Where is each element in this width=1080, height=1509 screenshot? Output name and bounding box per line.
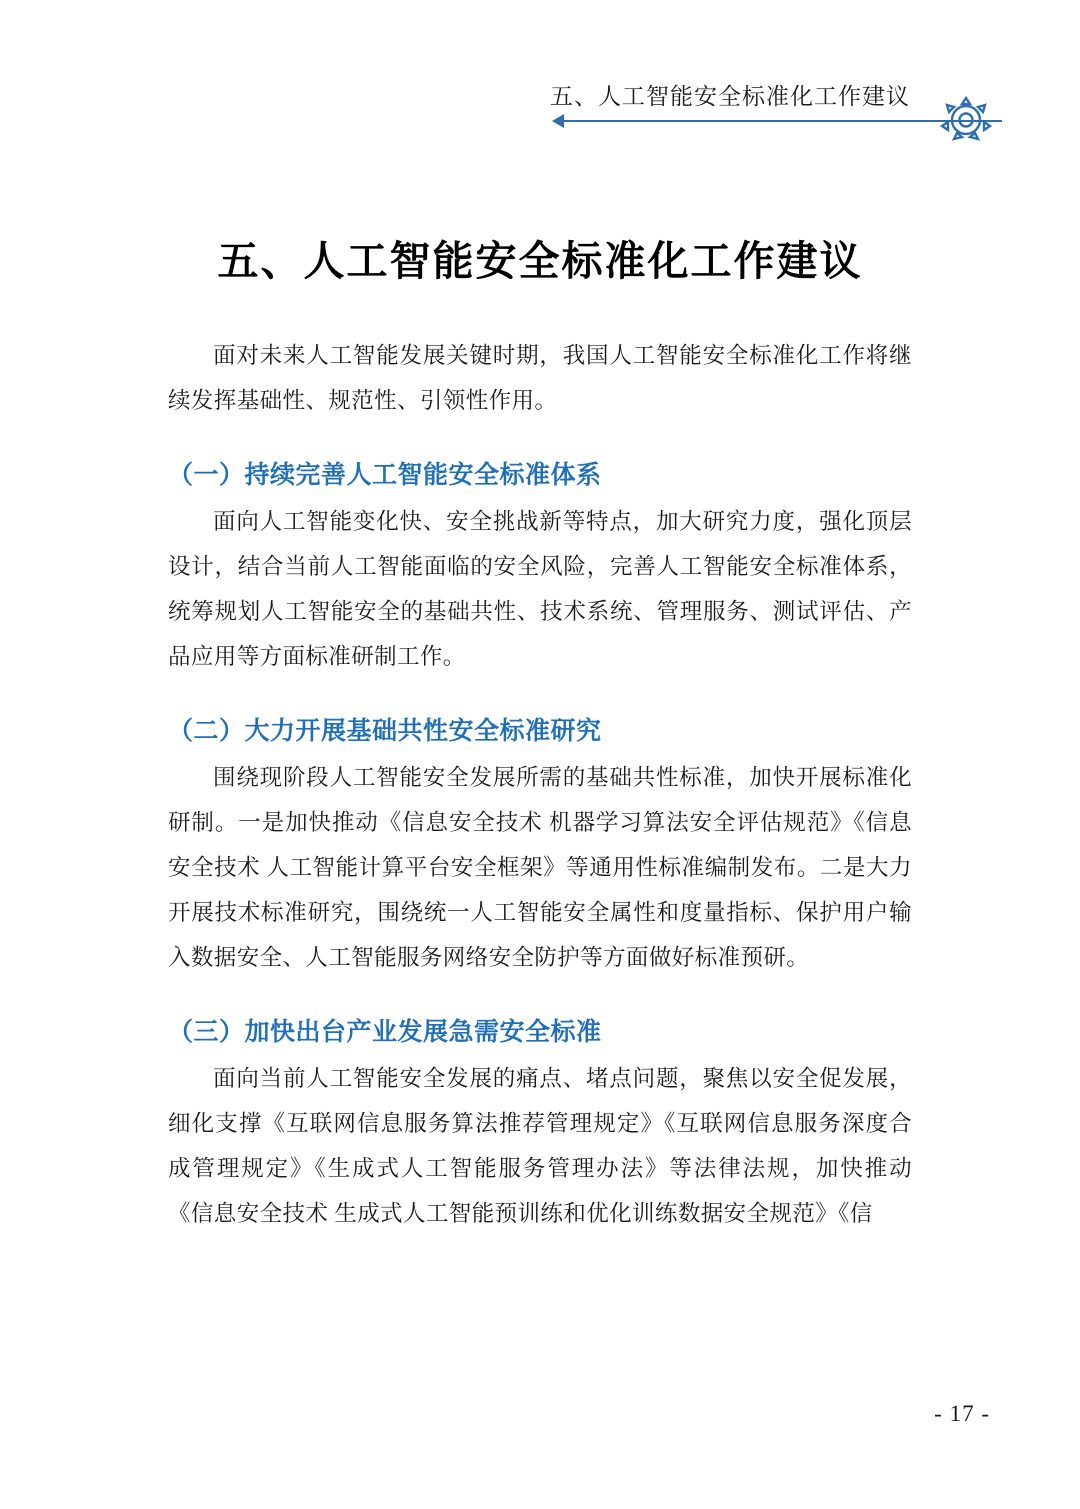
gear-icon [928, 86, 1004, 148]
section-body-2: 围绕现阶段人工智能安全发展所需的基础共性标准，加快开展标准化研制。一是加快推动《信息安全技术 机器学习算法安全评估规范》《信息安全技术 人工智能计算平台安全框架》等通用性标准编制发布。二是大力开展技术标准研究，围绕统一人工智能安全属性和度量指标、保护用户输入数据安全、人工智能服务网络安全防护等方面做好标准预研。 [168, 765, 912, 970]
page-number: - 17 - [934, 1401, 990, 1426]
section-heading-2: （二）大力开展基础共性安全标准研究 [168, 716, 602, 745]
document-body [168, 228, 912, 1262]
section-body-1: 面向人工智能变化快、安全挑战新等特点，加大研究力度，强化顶层设计，结合当前人工智能面临的安全风险，完善人工智能安全标准体系，统筹规划人工智能安全的基础共性、技术系统、管理服务、测试评估、产品应用等方面标准研制工作。 [168, 509, 912, 669]
running-header-title: 五、人工智能安全标准化工作建议 [550, 84, 910, 109]
section-heading-1: （一）持续完善人工智能安全标准体系 [168, 460, 602, 489]
page-header [0, 78, 1080, 138]
page-title: 五、人工智能安全标准化工作建议 [217, 238, 863, 284]
section-body-3: 面向当前人工智能安全发展的痛点、堵点问题，聚焦以安全促发展，细化支撑《互联网信息服务算法推荐管理规定》《互联网信息服务深度合成管理规定》《生成式人工智能服务管理办法》等法律法规，加快推动《信息安全技术 生成式人工智能预训练和优化训练数据安全规范》《信 [168, 1066, 912, 1226]
intro-paragraph: 面对未来人工智能发展关键时期，我国人工智能安全标准化工作将继续发挥基础性、规范性、引领性作用。 [168, 343, 912, 413]
section-heading-3: （三）加快出台产业发展急需安全标准 [168, 1017, 602, 1046]
